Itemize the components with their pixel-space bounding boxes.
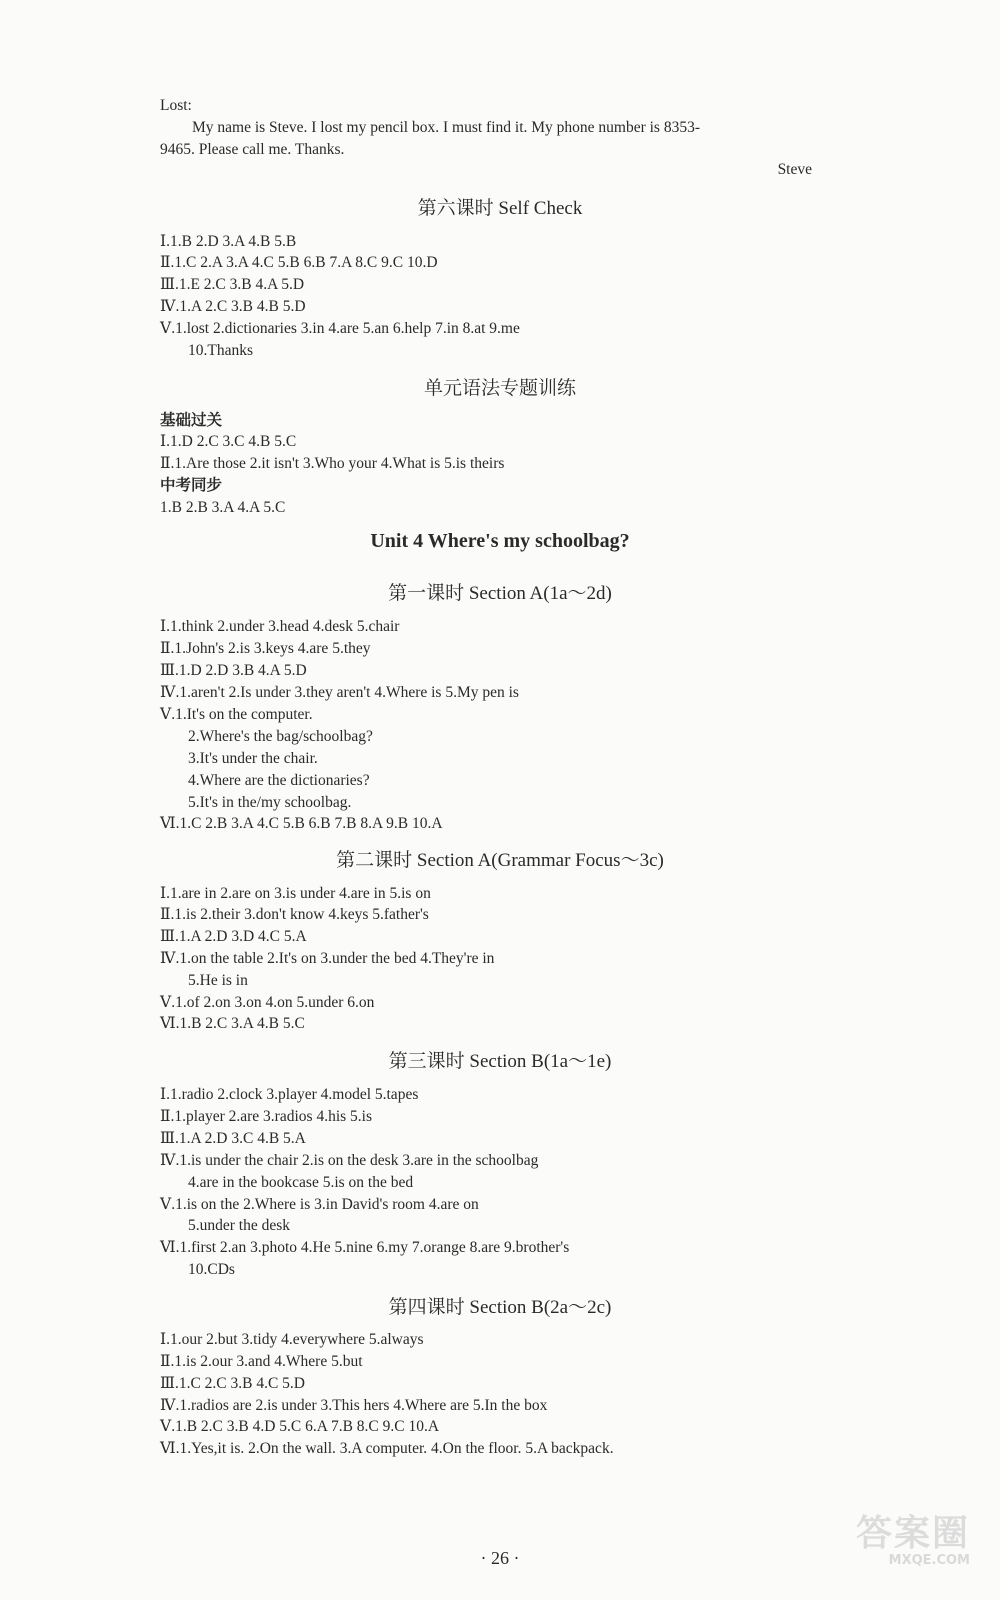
answer-line: Ⅴ.1.It's on the computer. <box>160 706 313 723</box>
subheading-basic: 基础过关 <box>160 412 223 429</box>
answer-line: Ⅲ.1.D 2.D 3.B 4.A 5.D <box>160 662 307 679</box>
answer-line: Ⅴ.1.lost 2.dictionaries 3.in 4.are 5.an 6.help 7.in 8.at 9.me <box>160 320 520 337</box>
answer-line: Ⅴ.1.B 2.C 3.B 4.D 5.C 6.A 7.B 8.C 9.C 10.A <box>160 1418 440 1435</box>
answer-line: 5.He is in <box>188 972 248 989</box>
section-heading-self-check: 第六课时 Self Check <box>417 198 583 219</box>
answer-line: 10.CDs <box>188 1261 235 1278</box>
section-heading-grammar: 单元语法专题训练 <box>423 378 576 399</box>
answer-line: Ⅰ.1.our 2.but 3.tidy 4.everywhere 5.always <box>160 1331 424 1348</box>
section-heading-lesson-3: 第三课时 Section B(1a～1e) <box>388 1051 612 1072</box>
answer-line: Ⅵ.1.first 2.an 3.photo 4.He 5.nine 6.my 7.orange 8.are 9.brother's <box>160 1239 570 1256</box>
answer-line: Ⅰ.1.are in 2.are on 3.is under 4.are in 5.is on <box>160 885 431 902</box>
signature: Steve <box>777 161 812 178</box>
lost-text-line-1: My name is Steve. I lost my pencil box. I must find it. My phone number is 8353- <box>192 119 701 136</box>
watermark-logo <box>856 1515 970 1568</box>
unit-title: Unit 4 Where's my schoolbag? <box>370 530 630 552</box>
answer-line: Ⅳ.1.on the table 2.It's on 3.under the bed 4.They're in <box>160 950 495 967</box>
answer-line: Ⅵ.1.C 2.B 3.A 4.C 5.B 6.B 7.B 8.A 9.B 10.A <box>160 815 443 832</box>
answer-line: Ⅱ.1.player 2.are 3.radios 4.his 5.is <box>160 1108 372 1125</box>
section-heading-lesson-1: 第一课时 Section A(1a～2d) <box>388 583 612 604</box>
answer-line: Ⅰ.1.radio 2.clock 3.player 4.model 5.tapes <box>160 1086 419 1103</box>
answer-line: Ⅴ.1.of 2.on 3.on 4.on 5.under 6.on <box>160 994 375 1011</box>
answer-line: Ⅲ.1.C 2.C 3.B 4.C 5.D <box>160 1375 305 1392</box>
answer-line: 3.It's under the chair. <box>188 750 318 767</box>
answer-line: Ⅲ.1.A 2.D 3.C 4.B 5.A <box>160 1130 306 1147</box>
answer-line: Ⅱ.1.John's 2.is 3.keys 4.are 5.they <box>160 640 371 657</box>
answer-line: Ⅲ.1.E 2.C 3.B 4.A 5.D <box>160 276 305 293</box>
answer-line: Ⅵ.1.Yes,it is. 2.On the wall. 3.A computer. 4.On the floor. 5.A backpack. <box>160 1440 614 1457</box>
answer-line: Ⅴ.1.is on the 2.Where is 3.in David's room 4.are on <box>160 1196 479 1213</box>
answer-line: Ⅳ.1.radios are 2.is under 3.This hers 4.Where are 5.In the box <box>160 1397 548 1414</box>
answer-line: Ⅰ.1.D 2.C 3.C 4.B 5.C <box>160 433 297 450</box>
section-heading-lesson-2: 第二课时 Section A(Grammar Focus～3c) <box>336 850 664 871</box>
lost-label: Lost: <box>160 97 192 114</box>
answer-line: 4.Where are the dictionaries? <box>188 772 370 789</box>
page-number: · 26 · <box>480 1548 520 1568</box>
answer-line: Ⅵ.1.B 2.C 3.A 4.B 5.C <box>160 1015 305 1032</box>
answer-line: Ⅰ.1.think 2.under 3.head 4.desk 5.chair <box>160 618 400 635</box>
answer-line: 2.Where's the bag/schoolbag? <box>188 728 373 745</box>
lost-text-line-2: 9465. Please call me. Thanks. <box>160 141 345 158</box>
watermark-big-text: 答案圈 <box>855 1513 970 1554</box>
answer-line: Ⅱ.1.C 2.A 3.A 4.C 5.B 6.B 7.A 8.C 9.C 10.D <box>160 254 438 271</box>
answer-line: Ⅳ.1.aren't 2.Is under 3.they aren't 4.Where is 5.My pen is <box>160 684 519 701</box>
answer-line: 5.It's in the/my schoolbag. <box>188 794 352 811</box>
answer-line: 4.are in the bookcase 5.is on the bed <box>188 1174 414 1191</box>
answer-line: Ⅲ.1.A 2.D 3.D 4.C 5.A <box>160 928 307 945</box>
subheading-zhongkao: 中考同步 <box>160 477 223 494</box>
answer-line: Ⅳ.1.A 2.C 3.B 4.B 5.D <box>160 298 306 315</box>
watermark-url: MXQE.COM <box>888 1553 970 1568</box>
answer-line: Ⅳ.1.is under the chair 2.is on the desk 3.are in the schoolbag <box>160 1152 539 1169</box>
answer-line: 10.Thanks <box>188 342 254 359</box>
section-heading-lesson-4: 第四课时 Section B(2a～2c) <box>388 1297 612 1318</box>
answer-line: Ⅱ.1.is 2.their 3.don't know 4.keys 5.father's <box>160 906 429 923</box>
answer-line: Ⅱ.1.Are those 2.it isn't 3.Who your 4.What is 5.is theirs <box>160 455 505 472</box>
answer-line: 5.under the desk <box>188 1217 291 1234</box>
answer-line: Ⅰ.1.B 2.D 3.A 4.B 5.B <box>160 233 297 250</box>
answer-line: Ⅱ.1.is 2.our 3.and 4.Where 5.but <box>160 1353 363 1370</box>
answer-line: 1.B 2.B 3.A 4.A 5.C <box>160 499 286 516</box>
